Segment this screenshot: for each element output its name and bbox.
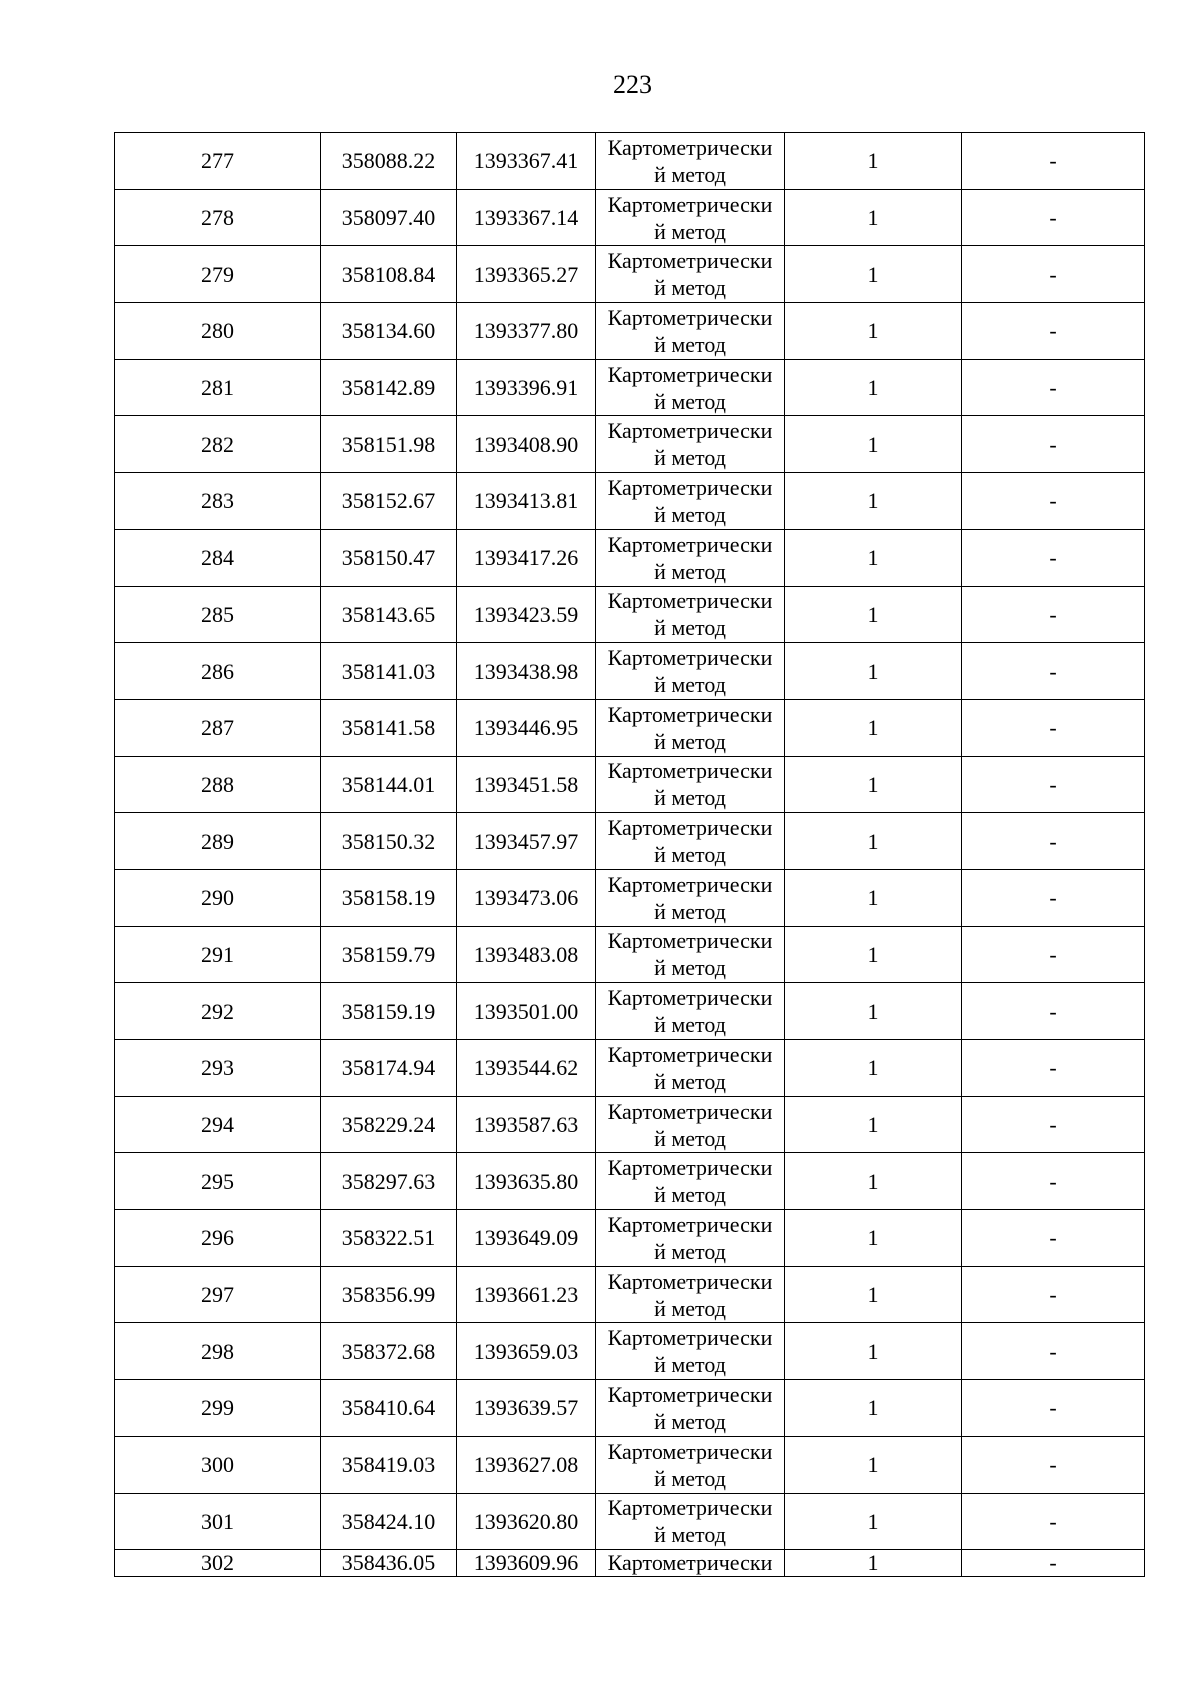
method-text-line1: Картометрически: [607, 1155, 773, 1181]
point-number-cell: 297: [115, 1266, 321, 1323]
x-coordinate-cell: 358410.64: [321, 1380, 457, 1437]
x-coordinate-cell: 358088.22: [321, 133, 457, 190]
note-cell: -: [962, 1210, 1145, 1267]
table-row: [115, 473, 1145, 530]
x-coordinate-cell: 358141.58: [321, 699, 457, 756]
point-number-cell: 292: [115, 983, 321, 1040]
method-cell: [596, 1436, 785, 1493]
accuracy-cell: 1: [785, 303, 962, 360]
note-cell: -: [962, 586, 1145, 643]
accuracy-cell: 1: [785, 473, 962, 530]
x-coordinate-cell: 358143.65: [321, 586, 457, 643]
x-coordinate-cell: 358174.94: [321, 1040, 457, 1097]
method-text-line2: й метод: [654, 388, 726, 414]
note-cell: -: [962, 926, 1145, 983]
method-text-line2: й метод: [654, 161, 726, 187]
y-coordinate-cell: 1393365.27: [457, 246, 596, 303]
point-number-cell: 280: [115, 303, 321, 360]
y-coordinate-cell: 1393649.09: [457, 1210, 596, 1267]
table-row: [115, 133, 1145, 190]
point-number-cell: 293: [115, 1040, 321, 1097]
x-coordinate-cell: 358419.03: [321, 1436, 457, 1493]
x-coordinate-cell: 358144.01: [321, 756, 457, 813]
y-coordinate-cell: 1393438.98: [457, 643, 596, 700]
accuracy-cell: 1: [785, 756, 962, 813]
accuracy-cell: 1: [785, 983, 962, 1040]
method-cell: [596, 1380, 785, 1437]
method-text-line1: Картометрически: [607, 1041, 773, 1067]
table-row: [115, 1323, 1145, 1380]
method-cell: [596, 586, 785, 643]
point-number-cell: 277: [115, 133, 321, 190]
note-cell: -: [962, 699, 1145, 756]
point-number-cell: 282: [115, 416, 321, 473]
method-text-line2: й метод: [654, 672, 726, 698]
point-number-cell: 295: [115, 1153, 321, 1210]
y-coordinate-cell: 1393377.80: [457, 303, 596, 360]
method-text-line2: й метод: [654, 331, 726, 357]
method-text-line2: й метод: [654, 842, 726, 868]
method-text-line2: й метод: [654, 501, 726, 527]
accuracy-cell: 1: [785, 1323, 962, 1380]
method-text-line2: й метод: [654, 955, 726, 981]
table-row: [115, 1153, 1145, 1210]
method-text-line1: Картометрически: [607, 701, 773, 727]
method-text-line1: Картометрически: [607, 1550, 773, 1576]
x-coordinate-cell: 358158.19: [321, 869, 457, 926]
accuracy-cell: 1: [785, 926, 962, 983]
method-cell: [596, 869, 785, 926]
method-cell: [596, 1493, 785, 1550]
method-text-line1: Картометрически: [607, 191, 773, 217]
table-row: [115, 983, 1145, 1040]
note-cell: -: [962, 643, 1145, 700]
accuracy-cell: 1: [785, 1210, 962, 1267]
table-row: [115, 416, 1145, 473]
table-row: [115, 359, 1145, 416]
table-row: [115, 926, 1145, 983]
table-row: [115, 1380, 1145, 1437]
method-cell: [596, 133, 785, 190]
x-coordinate-cell: 358424.10: [321, 1493, 457, 1550]
point-number-cell: 279: [115, 246, 321, 303]
x-coordinate-cell: 358142.89: [321, 359, 457, 416]
x-coordinate-cell: 358322.51: [321, 1210, 457, 1267]
method-text-line1: Картометрически: [607, 871, 773, 897]
method-text-line1: Картометрически: [607, 1211, 773, 1237]
method-text-line1: Картометрически: [607, 928, 773, 954]
accuracy-cell: 1: [785, 813, 962, 870]
x-coordinate-cell: 358151.98: [321, 416, 457, 473]
y-coordinate-cell: 1393659.03: [457, 1323, 596, 1380]
accuracy-cell: 1: [785, 416, 962, 473]
method-text-line2: й метод: [654, 1408, 726, 1434]
point-number-cell: 298: [115, 1323, 321, 1380]
method-cell: [596, 529, 785, 586]
method-text-line2: й метод: [654, 1352, 726, 1378]
method-text-line1: Картометрически: [607, 645, 773, 671]
point-number-cell: 278: [115, 189, 321, 246]
x-coordinate-cell: 358097.40: [321, 189, 457, 246]
table-row: [115, 586, 1145, 643]
page-number: 223: [613, 70, 652, 99]
method-text-line2: й метод: [654, 785, 726, 811]
accuracy-cell: 1: [785, 1380, 962, 1437]
accuracy-cell: 1: [785, 529, 962, 586]
method-text-line2: й метод: [654, 558, 726, 584]
point-number-cell: 301: [115, 1493, 321, 1550]
note-cell: -: [962, 246, 1145, 303]
accuracy-cell: 1: [785, 643, 962, 700]
method-text-line2: й метод: [654, 275, 726, 301]
coordinates-table-body: [115, 133, 1145, 1577]
method-text-line1: Картометрически: [607, 531, 773, 557]
x-coordinate-cell: 358141.03: [321, 643, 457, 700]
x-coordinate-cell: 358159.19: [321, 983, 457, 1040]
y-coordinate-cell: 1393413.81: [457, 473, 596, 530]
y-coordinate-cell: 1393483.08: [457, 926, 596, 983]
method-text-line1: Картометрически: [607, 1325, 773, 1351]
note-cell: -: [962, 1493, 1145, 1550]
method-text-line2: й метод: [654, 1012, 726, 1038]
method-text-line2: й метод: [654, 1182, 726, 1208]
table-row: [115, 869, 1145, 926]
note-cell: -: [962, 756, 1145, 813]
table-row: [115, 189, 1145, 246]
method-text-line1: Картометрически: [607, 588, 773, 614]
note-cell: -: [962, 1153, 1145, 1210]
method-text-line2: й метод: [654, 728, 726, 754]
accuracy-cell: 1: [785, 189, 962, 246]
y-coordinate-cell: 1393457.97: [457, 813, 596, 870]
accuracy-cell: 1: [785, 1550, 962, 1577]
method-text-line1: Картометрически: [607, 1495, 773, 1521]
table-row: [115, 1493, 1145, 1550]
table-row: [115, 699, 1145, 756]
note-cell: -: [962, 473, 1145, 530]
method-text-line1: Картометрически: [607, 1381, 773, 1407]
method-text-line2: й метод: [654, 1068, 726, 1094]
method-text-line2: й метод: [654, 615, 726, 641]
accuracy-cell: 1: [785, 1266, 962, 1323]
point-number-cell: 290: [115, 869, 321, 926]
accuracy-cell: 1: [785, 1096, 962, 1153]
y-coordinate-cell: 1393423.59: [457, 586, 596, 643]
point-number-cell: 286: [115, 643, 321, 700]
y-coordinate-cell: 1393661.23: [457, 1266, 596, 1323]
point-number-cell: 294: [115, 1096, 321, 1153]
method-cell: [596, 246, 785, 303]
point-number-cell: 285: [115, 586, 321, 643]
table-row: [115, 1550, 1145, 1577]
method-cell: [596, 1210, 785, 1267]
point-number-cell: 296: [115, 1210, 321, 1267]
note-cell: -: [962, 869, 1145, 926]
x-coordinate-cell: 358436.05: [321, 1550, 457, 1577]
method-text-line2: й метод: [654, 1238, 726, 1264]
method-text-line1: Картометрически: [607, 361, 773, 387]
x-coordinate-cell: 358134.60: [321, 303, 457, 360]
table-row: [115, 813, 1145, 870]
x-coordinate-cell: 358159.79: [321, 926, 457, 983]
note-cell: -: [962, 1323, 1145, 1380]
note-cell: -: [962, 359, 1145, 416]
table-row: [115, 1096, 1145, 1153]
note-cell: -: [962, 1266, 1145, 1323]
method-text-line1: Картометрически: [607, 1098, 773, 1124]
method-text-line1: Картометрически: [607, 134, 773, 160]
accuracy-cell: 1: [785, 246, 962, 303]
note-cell: -: [962, 133, 1145, 190]
note-cell: -: [962, 1096, 1145, 1153]
y-coordinate-cell: 1393544.62: [457, 1040, 596, 1097]
table-row: [115, 246, 1145, 303]
coordinates-table: [114, 132, 1145, 1577]
x-coordinate-cell: 358356.99: [321, 1266, 457, 1323]
y-coordinate-cell: 1393639.57: [457, 1380, 596, 1437]
table-row: [115, 1040, 1145, 1097]
x-coordinate-cell: 358150.47: [321, 529, 457, 586]
note-cell: -: [962, 189, 1145, 246]
point-number-cell: 287: [115, 699, 321, 756]
x-coordinate-cell: 358152.67: [321, 473, 457, 530]
method-text-line1: Картометрически: [607, 1438, 773, 1464]
accuracy-cell: 1: [785, 586, 962, 643]
method-text-line1: Картометрически: [607, 248, 773, 274]
accuracy-cell: 1: [785, 359, 962, 416]
method-cell: [596, 756, 785, 813]
note-cell: -: [962, 1436, 1145, 1493]
method-text-line1: Картометрически: [607, 474, 773, 500]
accuracy-cell: 1: [785, 1436, 962, 1493]
note-cell: -: [962, 1040, 1145, 1097]
table-row: [115, 1266, 1145, 1323]
point-number-cell: 288: [115, 756, 321, 813]
method-text-line1: Картометрически: [607, 758, 773, 784]
table-row: [115, 1210, 1145, 1267]
y-coordinate-cell: 1393446.95: [457, 699, 596, 756]
note-cell: -: [962, 303, 1145, 360]
point-number-cell: 291: [115, 926, 321, 983]
method-cell: [596, 359, 785, 416]
method-cell: [596, 926, 785, 983]
accuracy-cell: 1: [785, 869, 962, 926]
accuracy-cell: 1: [785, 1153, 962, 1210]
method-cell: [596, 643, 785, 700]
method-text-line2: й метод: [654, 445, 726, 471]
point-number-cell: 289: [115, 813, 321, 870]
y-coordinate-cell: 1393620.80: [457, 1493, 596, 1550]
y-coordinate-cell: 1393587.63: [457, 1096, 596, 1153]
y-coordinate-cell: 1393408.90: [457, 416, 596, 473]
method-cell: [596, 699, 785, 756]
x-coordinate-cell: 358372.68: [321, 1323, 457, 1380]
point-number-cell: 299: [115, 1380, 321, 1437]
method-cell: [596, 189, 785, 246]
method-cell: [596, 1096, 785, 1153]
y-coordinate-cell: 1393635.80: [457, 1153, 596, 1210]
method-text-line2: й метод: [654, 898, 726, 924]
table-row: [115, 1436, 1145, 1493]
method-cell: [596, 473, 785, 530]
y-coordinate-cell: 1393396.91: [457, 359, 596, 416]
method-text-line2: й метод: [654, 1125, 726, 1151]
method-cell: [596, 1323, 785, 1380]
method-cell: [596, 416, 785, 473]
y-coordinate-cell: 1393473.06: [457, 869, 596, 926]
note-cell: -: [962, 416, 1145, 473]
y-coordinate-cell: 1393417.26: [457, 529, 596, 586]
method-cell: [596, 1550, 785, 1577]
x-coordinate-cell: 358150.32: [321, 813, 457, 870]
point-number-cell: 300: [115, 1436, 321, 1493]
x-coordinate-cell: 358229.24: [321, 1096, 457, 1153]
method-text-line2: й метод: [654, 1465, 726, 1491]
method-text-line1: Картометрически: [607, 985, 773, 1011]
method-text-line2: й метод: [654, 1295, 726, 1321]
method-cell: [596, 303, 785, 360]
method-text-line1: Картометрически: [607, 815, 773, 841]
table-row: [115, 756, 1145, 813]
y-coordinate-cell: 1393367.41: [457, 133, 596, 190]
method-cell: [596, 813, 785, 870]
note-cell: -: [962, 1550, 1145, 1577]
y-coordinate-cell: 1393627.08: [457, 1436, 596, 1493]
accuracy-cell: 1: [785, 1040, 962, 1097]
x-coordinate-cell: 358297.63: [321, 1153, 457, 1210]
note-cell: -: [962, 983, 1145, 1040]
table-row: [115, 643, 1145, 700]
accuracy-cell: 1: [785, 1493, 962, 1550]
accuracy-cell: 1: [785, 133, 962, 190]
y-coordinate-cell: 1393367.14: [457, 189, 596, 246]
point-number-cell: 281: [115, 359, 321, 416]
table-row: [115, 303, 1145, 360]
method-cell: [596, 983, 785, 1040]
point-number-cell: 284: [115, 529, 321, 586]
accuracy-cell: 1: [785, 699, 962, 756]
y-coordinate-cell: 1393451.58: [457, 756, 596, 813]
point-number-cell: 302: [115, 1550, 321, 1577]
y-coordinate-cell: 1393501.00: [457, 983, 596, 1040]
y-coordinate-cell: 1393609.96: [457, 1550, 596, 1577]
method-cell: [596, 1266, 785, 1323]
x-coordinate-cell: 358108.84: [321, 246, 457, 303]
method-text-line2: й метод: [654, 1522, 726, 1548]
note-cell: -: [962, 813, 1145, 870]
table-row: [115, 529, 1145, 586]
method-text-line1: Картометрически: [607, 1268, 773, 1294]
note-cell: -: [962, 529, 1145, 586]
method-cell: [596, 1040, 785, 1097]
method-cell: [596, 1153, 785, 1210]
method-text-line1: Картометрически: [607, 304, 773, 330]
point-number-cell: 283: [115, 473, 321, 530]
method-text-line1: Картометрически: [607, 418, 773, 444]
method-text-line2: й метод: [654, 218, 726, 244]
note-cell: -: [962, 1380, 1145, 1437]
